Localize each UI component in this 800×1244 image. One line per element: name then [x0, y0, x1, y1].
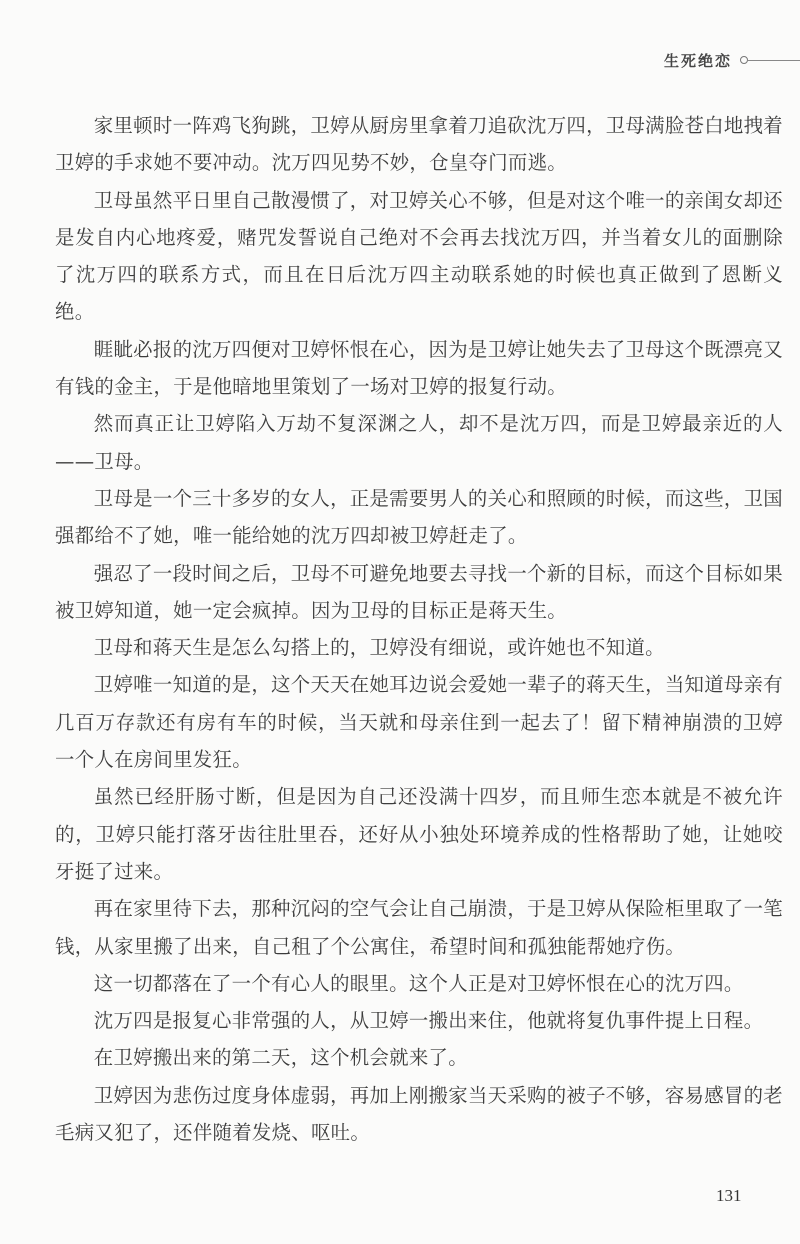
- paragraph: 卫婷因为悲伤过度身体虚弱，再加上刚搬家当天采购的被子不够，容易感冒的老毛病又犯了，还伴随着发烧、呕吐。: [55, 1083, 783, 1145]
- paragraph: 这一切都落在了一个有心人的眼里。这个人正是对卫婷怀恨在心的沈万四。: [93, 971, 744, 995]
- paragraph: 家里顿时一阵鸡飞狗跳，卫婷从厨房里拿着刀追砍沈万四，卫母满脸苍白地拽着卫婷的手求她不要冲动。沈万四见势不妙，仓皇夺门而逃。: [55, 114, 783, 175]
- paragraph: 卫母和蒋天生是怎么勾搭上的，卫婷没有细说，或许她也不知道。: [93, 636, 665, 660]
- header-rule: [748, 60, 800, 61]
- paragraph: 在卫婷搬出来的第二天，这个机会就来了。: [93, 1046, 468, 1070]
- paragraph: 卫母虽然平日里自己散漫惯了，对卫婷关心不够，但是对这个唯一的亲闺女却还是发自内心地疼爱，赌咒发誓说自己绝对不会再去找沈万四，并当着女儿的面删除了沈万四的联系方式，而且在日后沈万四主动联系她的时候也真正做到了恩断义绝。: [55, 188, 783, 324]
- paragraph: 虽然已经肝肠寸断，但是因为自己还没满十四岁，而且师生恋本就是不被允许的，卫婷只能打落牙齿往肚里吞，还好从小独处环境养成的性格帮助了她，让她咬牙挺了过来。: [55, 785, 783, 883]
- paragraph: 卫婷唯一知道的是，这个天天在她耳边说会爱她一辈子的蒋天生，当知道母亲有几百万存款还有房有车的时候，当天就和母亲住到一起去了！留下精神崩溃的卫婷一个人在房间里发狂。: [55, 673, 783, 772]
- header-circle-ornament-icon: [740, 56, 748, 64]
- page-body: [55, 107, 783, 1151]
- paragraph: 再在家里待下去，那种沉闷的空气会让自己崩溃，于是卫婷从保险柜里取了一笔钱，从家里搬了出来，自己租了个公寓住，希望时间和孤独能帮她疗伤。: [55, 897, 783, 958]
- paragraph: 沈万四是报复心非常强的人，从卫婷一搬出来住，他就将复仇事件提上日程。: [93, 1009, 764, 1033]
- paragraph: 卫母是一个三十多岁的女人，正是需要男人的关心和照顾的时候，而这些，卫国强都给不了她，唯一能给她的沈万四却被卫婷赶走了。: [55, 486, 783, 548]
- running-header: [664, 46, 800, 74]
- paragraph: 然而真正让卫婷陷入万劫不复深渊之人，却不是沈万四，而是卫婷最亲近的人——卫母。: [55, 412, 783, 473]
- page-number: 131: [716, 1186, 742, 1205]
- paragraph: 强忍了一段时间之后，卫母不可避免地要去寻找一个新的目标，而这个目标如果被卫婷知道，她一定会疯掉。因为卫母的目标正是蒋天生。: [55, 561, 783, 622]
- running-title: 生死绝恋: [663, 51, 732, 70]
- paragraph: 睚眦必报的沈万四便对卫婷怀恨在心，因为是卫婷让她失去了卫母这个既漂亮又有钱的金主，于是他暗地里策划了一场对卫婷的报复行动。: [55, 337, 783, 399]
